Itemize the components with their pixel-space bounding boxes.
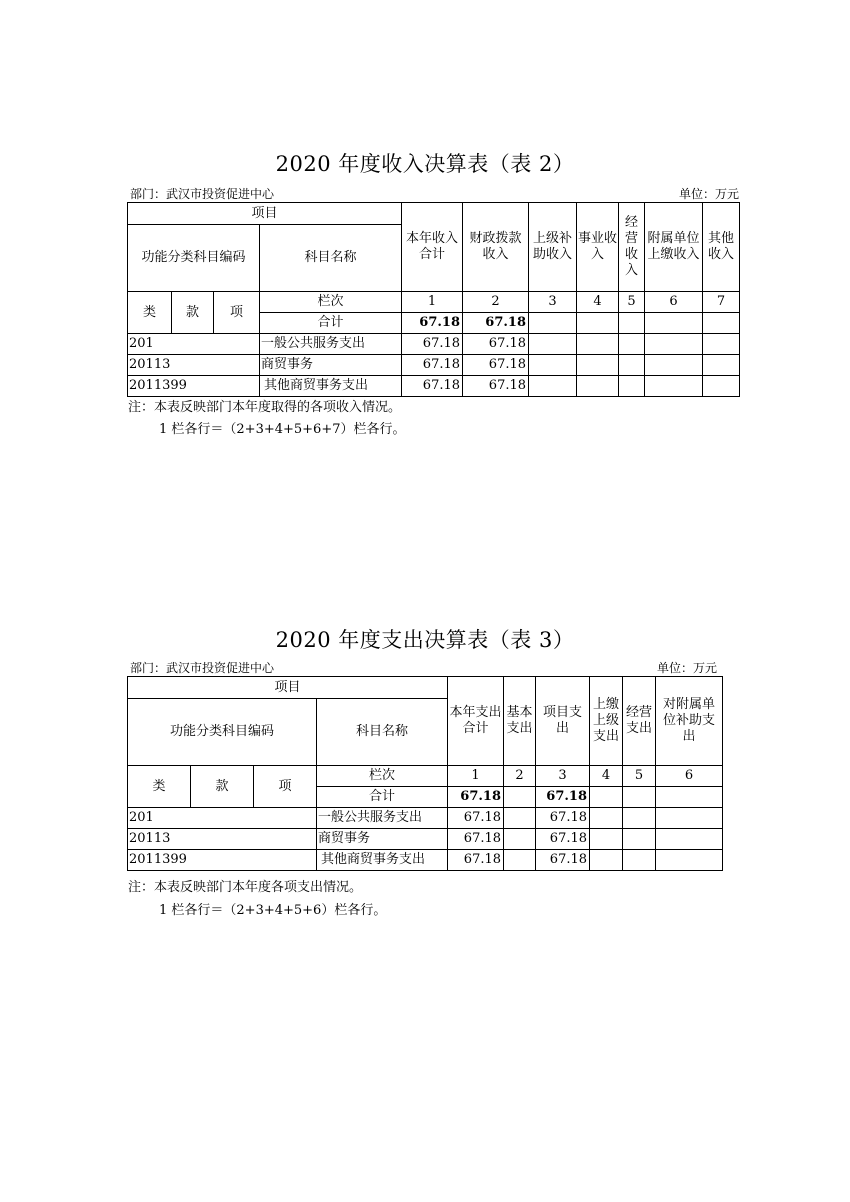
total-label: 合计: [317, 787, 448, 808]
table2-unit: 单位：万元: [679, 187, 740, 201]
table-row: [128, 829, 723, 850]
table3-department: 部门：武汉市投资促进中心: [130, 661, 275, 675]
total-value: [703, 313, 740, 334]
col-number: 3: [536, 766, 590, 787]
col-number: 1: [402, 292, 463, 313]
row-value: 67.18: [448, 808, 504, 829]
total-value: [504, 787, 536, 808]
row-value: 67.18: [463, 334, 529, 355]
table2-title: 2020 年度收入决算表（表 2）: [275, 152, 575, 176]
header-col-remit: 上缴上级支出: [590, 677, 623, 766]
row-value: [703, 334, 740, 355]
row-value: [504, 808, 536, 829]
col-number: 6: [645, 292, 703, 313]
table-row: [128, 355, 740, 376]
table-row: [128, 808, 723, 829]
header-lanci: 栏次: [260, 292, 402, 313]
row-value: [645, 334, 703, 355]
header-lanci: 栏次: [317, 766, 448, 787]
row-value: [577, 355, 619, 376]
header-xiang: 项: [254, 766, 317, 808]
header-col-basic: 基本支出: [504, 677, 536, 766]
col-number: 1: [448, 766, 504, 787]
header-lei: 类: [128, 766, 191, 808]
total-value: [645, 313, 703, 334]
header-col-affiliated: 对附属单位补助支出: [656, 677, 723, 766]
income-table: [127, 202, 740, 397]
total-value: 67.18: [536, 787, 590, 808]
row-value: [504, 829, 536, 850]
total-value: [623, 787, 656, 808]
expenditure-table: [127, 676, 723, 871]
header-subject-name: 科目名称: [317, 699, 448, 766]
header-col-business: 事业收入: [577, 203, 619, 292]
row-code: 2011399: [128, 376, 260, 397]
row-value: [529, 376, 577, 397]
total-value: [590, 787, 623, 808]
col-number: 5: [623, 766, 656, 787]
row-value: [623, 808, 656, 829]
row-value: [623, 829, 656, 850]
row-value: [590, 808, 623, 829]
row-code: 20113: [128, 829, 317, 850]
col-number: 2: [504, 766, 536, 787]
header-col-total: 本年收入合计: [402, 203, 463, 292]
header-col-operating: 经营支出: [623, 677, 656, 766]
header-lei: 类: [128, 292, 172, 334]
header-subject-name: 科目名称: [260, 225, 402, 292]
col-number: 4: [590, 766, 623, 787]
row-value: 67.18: [463, 376, 529, 397]
row-name: 一般公共服务支出: [317, 808, 448, 829]
row-value: [577, 334, 619, 355]
table3-unit: 单位：万元: [657, 661, 718, 675]
row-value: [577, 376, 619, 397]
col-number: 2: [463, 292, 529, 313]
row-value: [645, 355, 703, 376]
header-item: 项目: [128, 203, 402, 225]
total-value: [529, 313, 577, 334]
row-code: 2011399: [128, 850, 317, 871]
row-value: [590, 829, 623, 850]
total-value: 67.18: [448, 787, 504, 808]
header-col-total: 本年支出合计: [448, 677, 504, 766]
row-value: [703, 355, 740, 376]
col-number: 3: [529, 292, 577, 313]
row-name: 其他商贸事务支出: [260, 376, 402, 397]
col-number: 5: [619, 292, 645, 313]
row-name: 其他商贸事务支出: [317, 850, 448, 871]
row-value: 67.18: [536, 850, 590, 871]
col-number: 7: [703, 292, 740, 313]
col-number: 4: [577, 292, 619, 313]
row-name: 商贸事务: [260, 355, 402, 376]
table3-note-2: 1 栏各行＝（2+3+4+5+6）栏各行。: [159, 903, 387, 918]
col-number: 6: [656, 766, 723, 787]
header-func-code: 功能分类科目编码: [128, 699, 317, 766]
row-value: [656, 850, 723, 871]
row-value: [645, 376, 703, 397]
table2-department: 部门：武汉市投资促进中心: [130, 187, 275, 201]
row-value: [703, 376, 740, 397]
row-name: 商贸事务: [317, 829, 448, 850]
row-code: 201: [128, 334, 260, 355]
total-label: 合计: [260, 313, 402, 334]
table-row: [128, 376, 740, 397]
total-value: [577, 313, 619, 334]
row-value: 67.18: [402, 334, 463, 355]
row-code: 201: [128, 808, 317, 829]
row-value: 67.18: [536, 808, 590, 829]
header-item: 项目: [128, 677, 448, 699]
total-value: [619, 313, 645, 334]
header-func-code: 功能分类科目编码: [128, 225, 260, 292]
header-xiang: 项: [214, 292, 260, 334]
row-code: 20113: [128, 355, 260, 376]
header-kuan: 款: [191, 766, 254, 808]
row-value: [619, 355, 645, 376]
row-value: 67.18: [448, 829, 504, 850]
row-value: 67.18: [448, 850, 504, 871]
row-value: [590, 850, 623, 871]
row-value: [656, 829, 723, 850]
row-value: 67.18: [402, 355, 463, 376]
row-value: [504, 850, 536, 871]
total-value: [656, 787, 723, 808]
table3-note-1: 注：本表反映部门本年度各项支出情况。: [128, 880, 363, 895]
header-col-superior: 上级补助收入: [529, 203, 577, 292]
total-value: 67.18: [463, 313, 529, 334]
header-col-affiliated: 附属单位上缴收入: [645, 203, 703, 292]
table-row: [128, 334, 740, 355]
row-value: 67.18: [536, 829, 590, 850]
row-value: 67.18: [463, 355, 529, 376]
row-value: 67.18: [402, 376, 463, 397]
header-kuan: 款: [172, 292, 214, 334]
row-value: [619, 376, 645, 397]
row-value: [656, 808, 723, 829]
row-value: [529, 334, 577, 355]
table-row: [128, 850, 723, 871]
row-value: [529, 355, 577, 376]
table3-title: 2020 年度支出决算表（表 3）: [275, 628, 575, 652]
total-value: 67.18: [402, 313, 463, 334]
row-name: 一般公共服务支出: [260, 334, 402, 355]
row-value: [619, 334, 645, 355]
row-value: [623, 850, 656, 871]
table2-note-1: 注：本表反映部门本年度取得的各项收入情况。: [128, 400, 402, 415]
header-col-fiscal: 财政拨款收入: [463, 203, 529, 292]
header-col-operating: 经营收入: [619, 203, 645, 292]
header-col-other: 其他收入: [703, 203, 740, 292]
table2-note-2: 1 栏各行＝（2+3+4+5+6+7）栏各行。: [159, 422, 406, 437]
header-col-project: 项目支出: [536, 677, 590, 766]
